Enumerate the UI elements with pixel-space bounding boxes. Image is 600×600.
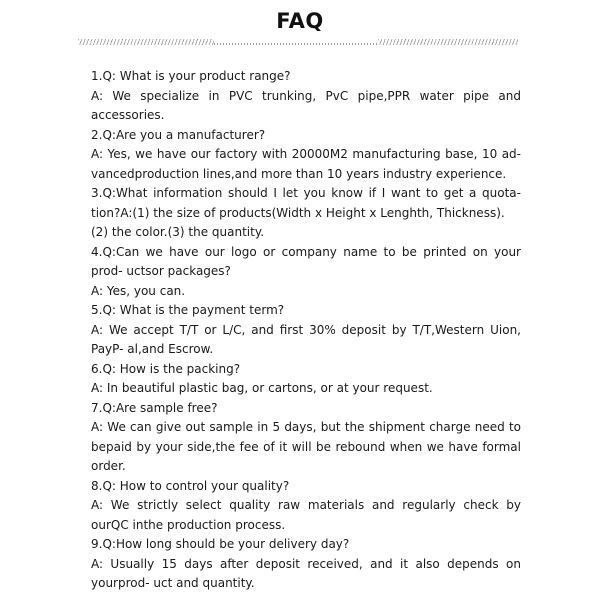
faq-question-9: 9.Q:How long should be your delivery day? — [91, 537, 350, 551]
divider-right-hatch — [378, 39, 518, 45]
faq-question-3: 3.Q:What information should I let you know if I want to get a quota- tion?A:(1) the size of products(Width x Height x Lenghth, Thickness). — [91, 186, 521, 220]
faq-answer-1: A: We specialize in PVC trunking, PvC pipe,PPR water pipe and accessories. — [91, 88, 521, 122]
faq-question-6: 6.Q: How is the packing? — [91, 361, 241, 376]
faq-question-4: 4.Q:Can we have our logo or company name to be printed on your prod- uctsor packages? — [91, 244, 521, 278]
faq-answer-4: A: Yes, you can. — [91, 283, 186, 298]
faq-answer-2: A: Yes, we have our factory with 20000M2 manufacturing base, 10 ad- vancedproduction lines,and more than 10 years industry experience. — [91, 147, 521, 181]
faq-question-8: 8.Q: How to control your quality? — [91, 478, 290, 493]
faq-answer-3: (2) the color.(3) the quantity. — [91, 225, 265, 239]
faq-answer-9: A: Usually 15 days after deposit received, and it also depends on yourprod- uct and quantity. — [91, 556, 521, 590]
faq-question-7: 7.Q:Are sample free? — [91, 400, 218, 415]
faq-answer-6: A: In beautiful plastic bag, or cartons, or at your request. — [91, 381, 433, 395]
faq-answer-7: A: We can give out sample in 5 days, but the shipment charge need to bepaid by your side,the fee of it will be rebound when we have formal order. — [91, 420, 521, 473]
faq-answer-8: A: We strictly select quality raw materials and regularly check by ourQC inthe production process. — [91, 498, 521, 532]
decorative-divider — [78, 38, 518, 46]
divider-center-dots — [214, 43, 378, 45]
page-title: FAQ — [276, 9, 324, 33]
faq-answer-5: A: We accept T/T or L/C, and first 30% deposit by T/T,Western Uion, PayP- al,and Escrow. — [91, 322, 521, 356]
faq-question-5: 5.Q: What is the payment term? — [91, 303, 285, 317]
faq-question-1: 1.Q: What is your product range? — [91, 69, 291, 83]
faq-question-2: 2.Q:Are you a manufacturer? — [91, 127, 266, 142]
faq-list — [91, 67, 521, 594]
divider-left-hatch — [78, 39, 214, 45]
